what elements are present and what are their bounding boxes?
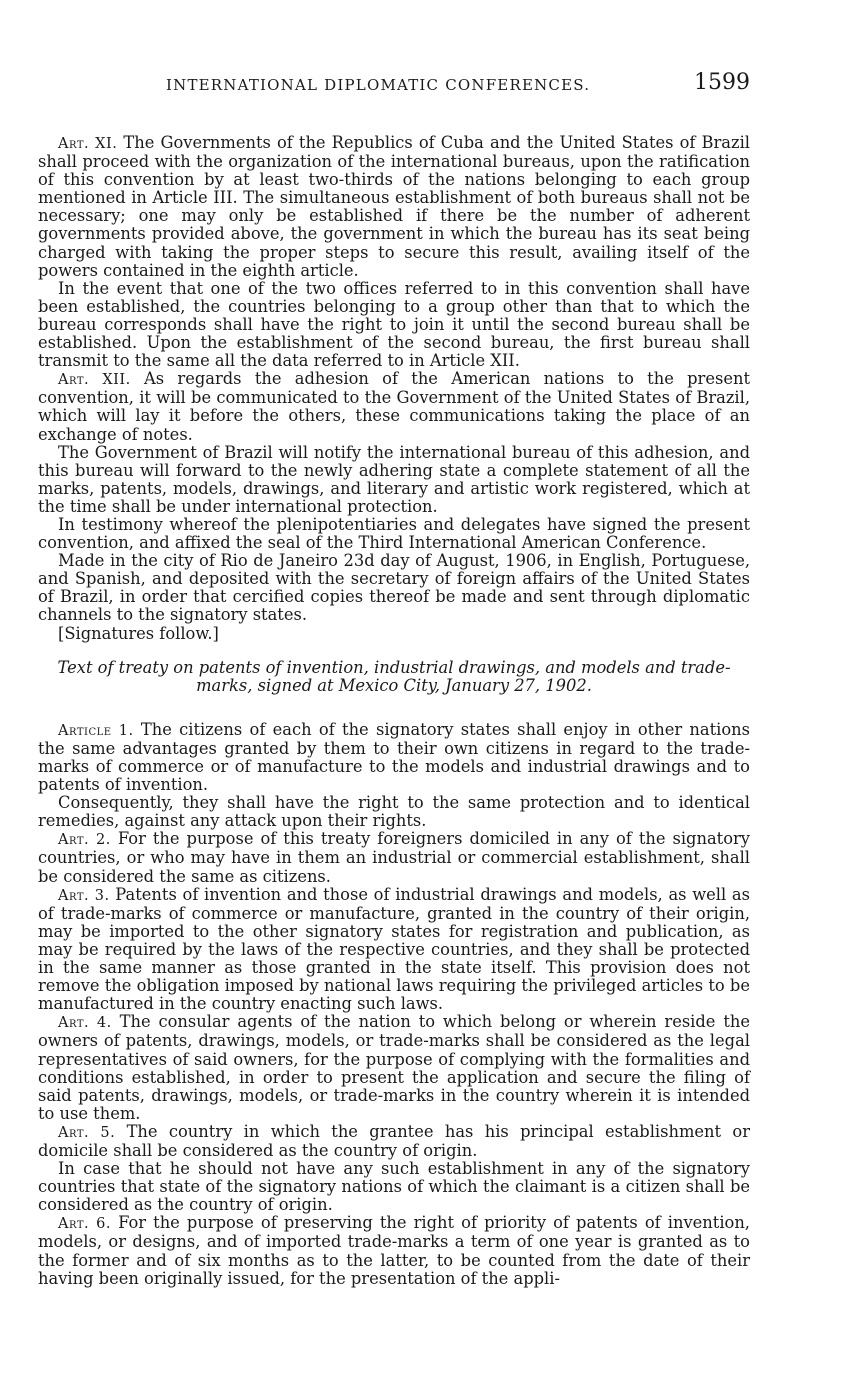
page-number: 1599 <box>694 70 750 95</box>
article-label: Art. 2. <box>58 832 111 849</box>
paragraph <box>38 280 750 370</box>
paragraph <box>38 794 750 830</box>
paragraph <box>38 134 750 280</box>
paragraph-text: In testimony whereof the plenipotentiaries and delegates have signed the present convention, and affixed the seal of the Third International American Conference. <box>38 514 750 553</box>
paragraph-text: The Government of Brazil will notify the international bureau of this adhesion, and this bureau will forward to the newly adhering state a complete statement of all the marks, patents, models, drawings, and literary and artistic work registered, which at the time shall be under international protection. <box>38 442 750 516</box>
article-label: Art. XI. <box>58 136 118 152</box>
paragraph-text: The consular agents of the nation to which belong or wherein reside the owners of patents, drawings, models, or trade-marks shall be considered as the legal representatives of said owners, for the purpose of complying with the formalities and conditions established, in order to present the application and secure the filing of said patents, drawings, models, or trade-marks in the country wherein it is intended to use them. <box>38 1012 750 1123</box>
paragraph-text: Made in the city of Rio de Janeiro 23d day of August, 1906, in English, Portuguese, and Spanish, and deposited with the secretary of foreign affairs of the United States of Brazil, in order that cercified copies thereof be made and sent through diplomatic channels to the signatory states. <box>38 551 750 625</box>
paragraph-text: For the purpose of preserving the right of priority of patents of invention, models, or designs, and of imported trade-marks a term of one year is granted as to the former and of six months as to the latter, to be counted from the date of their having been originally issued, for the presentation of the appli- <box>38 1213 750 1288</box>
running-head: INTERNATIONAL DIPLOMATIC CONFERENCES. <box>166 76 591 94</box>
section-heading: Text of treaty on patents of invention, industrial drawings, and models and trade-marks, signed at Mexico City, January 27, 1902. <box>57 657 731 695</box>
paragraph <box>38 1123 750 1160</box>
paragraph-text: For the purpose of this treaty foreigners domiciled in any of the signatory countries, or who may have in them an industrial or commercial establishment, shall be considered the same as citizens. <box>38 829 750 886</box>
paragraph <box>38 721 750 794</box>
article-label: Art. 4. <box>58 1015 112 1032</box>
article-label: Art. XII. <box>58 372 131 389</box>
article-label: Article 1. <box>58 722 134 739</box>
paragraph-text: Consequently, they shall have the right to the same protection and to identical remedies, against any attack upon their rights. <box>38 793 750 831</box>
paragraph-text: In case that he should not have any such establishment in any of the signatory countries that state of the signatory nations of which the claimant is a citizen shall be considered as the country of origin. <box>38 1159 750 1215</box>
paragraph <box>38 370 750 443</box>
paragraph <box>38 830 750 885</box>
body-text-bottom <box>38 721 750 1288</box>
paragraph-text: The citizens of each of the signatory states shall enjoy in other nations the same advantages granted by them to their own citizens in regard to the trade-marks of commerce or of manufacture to the models and industrial drawings and to patents of invention. <box>38 719 750 795</box>
paragraph <box>38 1160 750 1214</box>
page-header <box>38 70 750 100</box>
article-label: Art. 3. <box>58 887 110 904</box>
paragraph <box>38 552 750 624</box>
paragraph-text: The Governments of the Republics of Cuba and the United States of Brazil shall proceed with the organization of the international bureaus, upon the ratification of this convention by at least two-thirds of the nations belonging to each group mentioned in Article III. The simultaneous establishment of both bureaus shall not be necessary; one may only be established if there be the number of adherent governments provided above, the government in which the bureau has its seat being charged with taking the proper steps to secure this result, availing itself of the powers contained in the eighth article. <box>38 133 751 280</box>
paragraph <box>38 886 750 1014</box>
paragraph-text: Patents of invention and those of industrial drawings and models, as well as of trade-marks of commerce or manufacture, granted in the country of their origin, may be imported to the other signatory states for registration and publication, as may be required by the laws of the respective countries, and they shall be protected in the same manner as those granted in the state itself. This provision does not remove the obligation imposed by national laws requiring the privileged articles to be manufactured in the country enacting such laws. <box>38 884 750 1014</box>
paragraph-text: As regards the adhesion of the American nations to the present convention, it will be communicated to the Government of the United States of Brazil, which will lay it before the others, these communications taking the place of an exchange of notes. <box>38 369 750 444</box>
article-label: Art. 5. <box>58 1124 116 1141</box>
paragraph-text: In the event that one of the two offices referred to in this convention shall have been established, the countries belonging to a group other than that to which the bureau corresponds shall have the right to join it until the second bureau shall be established. Upon the establishment of the second bureau, the first bureau shall transmit to the same all the data referred to in Article XII. <box>38 278 750 371</box>
paragraph <box>38 516 750 552</box>
paragraph <box>38 1214 750 1287</box>
paragraph-text: The country in which the grantee has his principal establishment or domicile shall be considered as the country of origin. <box>38 1121 750 1160</box>
document-page <box>38 70 750 1288</box>
paragraph <box>38 444 750 516</box>
body-text-top <box>38 134 750 643</box>
paragraph <box>38 1013 750 1123</box>
signatures-note: [Signatures follow.] <box>58 623 219 643</box>
article-label: Art. 6. <box>58 1216 111 1233</box>
